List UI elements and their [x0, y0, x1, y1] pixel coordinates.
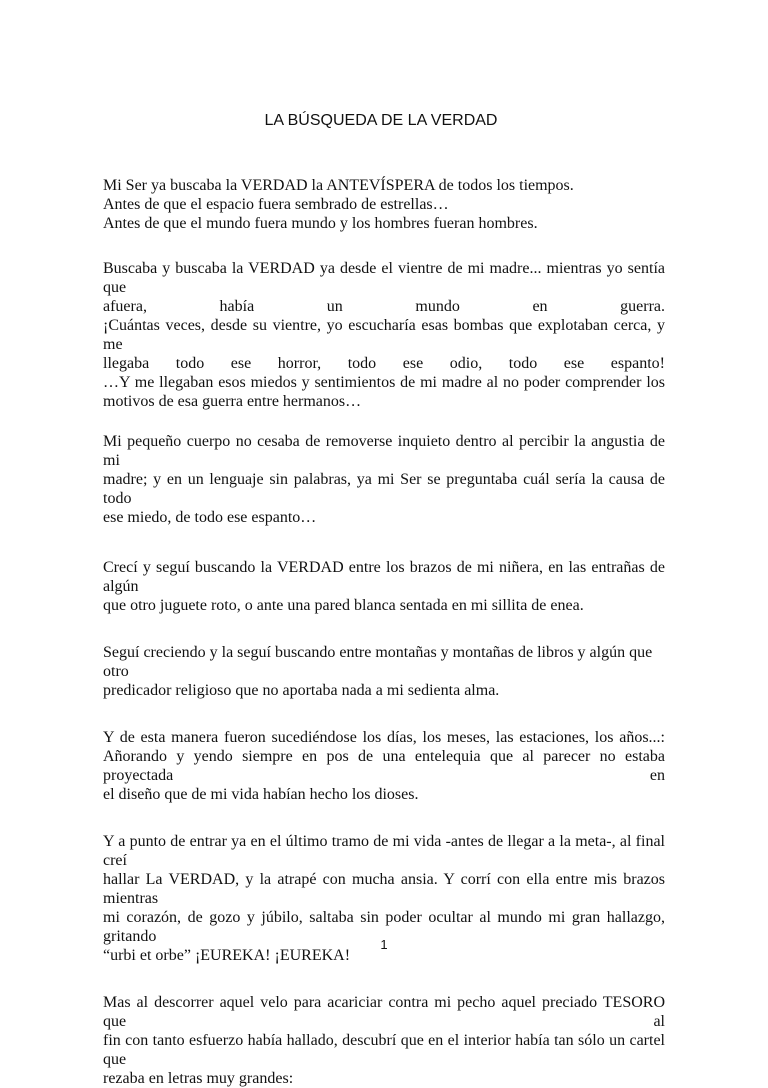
text-line: predicador religioso que no aportaba nada a mi sedienta alma.	[103, 682, 500, 699]
text-line: Seguí creciendo y la seguí buscando entre montañas y montañas de libros y algún que otro	[103, 644, 653, 680]
text-line: Antes de que el mundo fuera mundo y los hombres fueran hombres.	[103, 215, 538, 232]
text-line: el diseño que de mi vida habían hecho los dioses.	[103, 786, 419, 803]
text-line: Y de esta manera fueron sucediéndose los días, los meses, las estaciones, los años...:	[103, 729, 665, 746]
text-line: Mi Ser ya buscaba la VERDAD la ANTEVÍSPERA de todos los tiempos.	[103, 177, 574, 194]
text-line: “urbi et orbe” ¡EUREKA! ¡EUREKA!	[103, 947, 351, 964]
paragraph	[103, 259, 665, 411]
paragraph	[103, 993, 665, 1088]
text-line: madre; y en un lenguaje sin palabras, ya mi Ser se preguntaba cuál sería la causa de todo	[103, 471, 665, 507]
text-line: que otro juguete roto, o ante una pared blanca sentada en mi sillita de enea.	[103, 597, 584, 614]
paragraph	[103, 176, 665, 233]
text-line: mi corazón, de gozo y júbilo, saltaba sin poder ocultar al mundo mi gran hallazgo, gritando	[103, 909, 665, 945]
text-line: llegaba todo ese horror, todo ese odio, todo ese espanto!	[103, 355, 665, 372]
text-line: ¡Cuántas veces, desde su vientre, yo escucharía esas bombas que explotaban cerca, y me	[103, 317, 665, 353]
text-line: fin con tanto esfuerzo había hallado, descubrí que en el interior había tan sólo un cartel que	[103, 1032, 665, 1068]
text-line: hallar La VERDAD, y la atrapé con mucha ansia. Y corrí con ella entre mis brazos mientras	[103, 871, 665, 907]
text-line: Y a punto de entrar ya en el último tramo de mi vida -antes de llegar a la meta-, al final creí	[103, 833, 665, 869]
text-line: Mi pequeño cuerpo no cesaba de removerse inquieto dentro al percibir la angustia de mi	[103, 433, 665, 469]
text-line: …Y me llegaban esos miedos y sentimientos de mi madre al no poder comprender los	[103, 374, 665, 391]
text-line: Antes de que el espacio fuera sembrado de estrellas…	[103, 196, 449, 213]
text-line: Añorando y yendo siempre en pos de una entelequia que al parecer no estaba proyectada en	[103, 748, 665, 784]
paragraph	[103, 558, 665, 615]
text-line: Buscaba y buscaba la VERDAD ya desde el vientre de mi madre... mientras yo sentía que	[103, 260, 665, 296]
document-title: LA BÚSQUEDA DE LA VERDAD	[264, 112, 498, 129]
text-line: ese miedo, de todo ese espanto…	[103, 509, 317, 526]
paragraph	[103, 728, 665, 804]
text-line: Crecí y seguí buscando la VERDAD entre los brazos de mi niñera, en las entrañas de algún	[103, 559, 665, 595]
paragraph	[103, 643, 665, 700]
text-line: motivos de esa guerra entre hermanos…	[103, 393, 362, 410]
paragraph	[103, 432, 665, 527]
text-line: afuera, había un mundo en guerra.	[103, 298, 665, 315]
text-line: rezaba en letras muy grandes:	[103, 1070, 294, 1087]
page-number: 1	[380, 937, 388, 952]
text-line: Mas al descorrer aquel velo para acariciar contra mi pecho aquel preciado TESORO que al	[103, 994, 665, 1030]
